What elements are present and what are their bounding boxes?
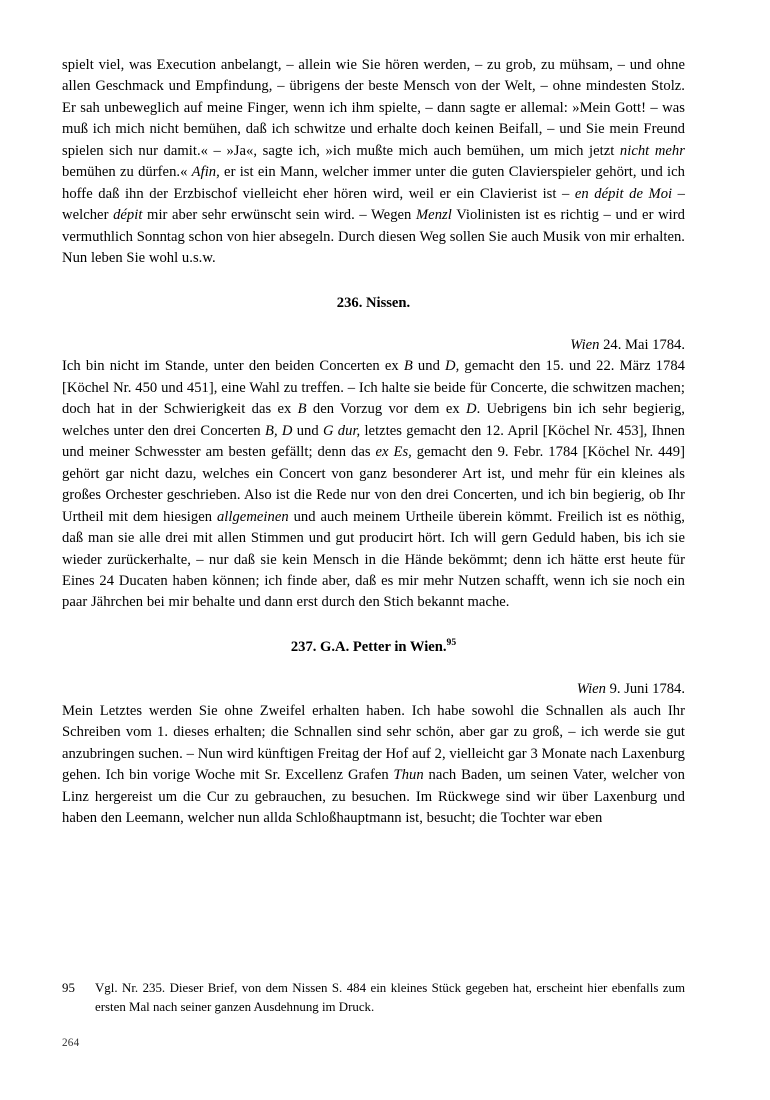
letter-237-heading: [62, 637, 685, 658]
text-run: . Uebrigens bin ich sehr begierig, welches unter den drei Concerten: [62, 401, 685, 439]
text-run: und auch meinem Urtheile überein kömmt. Freilich ist es nöthig, daß man sie alle drei mit allen Stimmen und gut producirt hört. Ich will gern Geduld haben, bis ich sie wieder zurückerhalte, – nur daß sie kein Mensch in die Hände bekömmt; denn ich hätte erst heute für Eines 24 Ducaten haben können; ich finde aber, daß es mir mehr Nutzen schafft, wenn ich sie noch ein paar Jährchen bei mir behalte und dann erst durch den Stich bekannt mache.: [62, 508, 685, 611]
letter-237-heading-text: 237. G.A. Petter in Wien.: [290, 638, 447, 655]
text-run: gemacht den 15. und 22. März 1784 [Köchel Nr. 450 und 451], eine Wahl zu treffen. – Ich halte sie beide für Concerte, die schwitzen machen; doch hat in der Schwierigkeit das ex: [62, 358, 686, 418]
text-run: und: [292, 422, 323, 439]
letter-236-heading: [62, 293, 685, 314]
text-run: bemühen zu dürfen.«: [62, 164, 192, 181]
text-run: gemacht den 9. Febr. 1784 [Köchel Nr. 449] gehört gar nicht dazu, welches ein Concert von ganz besonderer Art ist, und mehr für ein kleines als großes Orchester geschrieben. Also ist die Rede nur von den drei Concerten, und ich bin begierig, ob Ihr Urtheil mit dem hiesigen: [62, 444, 685, 525]
text-run: – welcher: [62, 185, 685, 224]
emphasis-run: Thun: [393, 767, 424, 784]
text-run: Ich bin nicht im Stande, unter den beiden Concerten ex: [62, 358, 404, 375]
page-number: 264: [62, 1037, 80, 1049]
spacer: [62, 658, 685, 679]
spacer: [62, 270, 685, 293]
text-run: spielt viel, was Execution anbelangt, – allein wie Sie hören werden, – zu grob, zu mühsam, – und ohne allen Geschmack und Empfindung, – übrigens der beste Mensch von der Welt, – ohne mindesten Stolz. Er sah unbeweglich auf meine Finger, wenn ich ihm spielte, – dann sagte er allemal: »Mein Gott! – was muß ich mich nicht bemühen, daß ich schwitze und erhalte doch keinen Beifall, – und Sie mein Freund spielen sich nur damit.« – »Ja«, sagte ich, »ich mußte mich auch bemühen, um mich jetzt: [62, 57, 685, 159]
text-run: nach Baden, um seinen Vater, welcher von Linz hergereist um die Cur zu gebrauchen, zu besuchen. Im Rückwege sind wir über Laxenburg und haben den Leemann, welcher nun allda Schloßhauptmann ist, besucht; die Tochter war eben: [62, 767, 685, 827]
paragraph-letter-236-body: [62, 356, 685, 613]
emphasis-run: B, D: [265, 422, 293, 439]
text-column: [62, 55, 685, 830]
emphasis-run: D,: [445, 358, 460, 375]
emphasis-run: ex Es,: [375, 444, 412, 461]
letter-236-dateline-date: 24. Mai 1784.: [603, 336, 685, 353]
paragraph-continued-letter-235: [62, 55, 685, 270]
paragraph-letter-237-body: [62, 701, 685, 830]
emphasis-run: G dur,: [322, 422, 361, 439]
emphasis-run: Afin,: [191, 164, 220, 181]
text-run: Mein Letztes werden Sie ohne Zweifel erhalten haben. Ich habe sowohl die Schnallen als auch Ihr Schreiben vom 1. dieses erhalten; die Schnallen sind sehr schön, aber gar zu groß, – ich werde sie gut anzubringen suchen. – Nun wird künftigen Freitag der Hof auf 2, vielleicht gar 3 Monate nach Laxenburg gehen. Ich bin vorige Woche mit Sr. Excellenz Grafen: [62, 702, 685, 784]
spacer: [62, 614, 685, 637]
letter-236-dateline: [62, 335, 685, 356]
text-run: Violinisten ist es richtig – und er wird vermuthlich Sonntag schon von hier absegeln. Durch diesen Weg sollen Sie auch Musik von mir erhalten. Nun leben Sie wohl u.s.w.: [62, 207, 685, 267]
emphasis-run: D: [465, 401, 477, 418]
emphasis-run: dépit: [113, 207, 143, 224]
letter-237-dateline: [62, 679, 685, 700]
text-run: er ist ein Mann, welcher immer unter die guten Clavierspieler gehört, und ich hoffe daß ihn der Erzbischof vielleicht eher hören wird, weil er ein Clavierist ist –: [62, 164, 685, 202]
footnote-text: Vgl. Nr. 235. Dieser Brief, von dem Nissen S. 484 ein kleines Stück gegeben hat, erscheint hier ebenfalls zum ersten Mal nach seiner ganzen Ausdehnung im Druck.: [95, 981, 685, 1015]
footnote-number: 95: [62, 981, 75, 995]
letter-237-dateline-place: Wien: [576, 681, 606, 698]
letter-237-dateline-date: 9. Juni 1784.: [609, 681, 685, 698]
letter-236-dateline-place: Wien: [570, 336, 600, 353]
emphasis-run: nicht mehr: [619, 142, 685, 159]
emphasis-run: allgemeinen: [216, 508, 289, 525]
letter-236-heading-text: 236. Nissen.: [336, 294, 411, 311]
text-run: den Vorzug vor dem ex: [306, 401, 466, 418]
spacer: [62, 314, 685, 335]
emphasis-run: B: [297, 401, 307, 418]
text-run: mir aber sehr erwünscht sein wird. – Wegen: [142, 207, 416, 224]
footnote-block: [62, 979, 685, 1017]
text-run: letztes gemacht den 12. April [Köchel Nr. 453], Ihnen und meiner Schwesster am besten gefällt; denn das: [62, 422, 686, 461]
emphasis-run: B: [403, 358, 413, 375]
text-run: und: [412, 358, 446, 375]
footnote-95: [62, 979, 685, 1017]
footnote-reference-95[interactable]: 95: [446, 637, 457, 649]
emphasis-run: Menzl: [415, 207, 452, 224]
emphasis-run: en dépit de Moi: [574, 185, 673, 202]
